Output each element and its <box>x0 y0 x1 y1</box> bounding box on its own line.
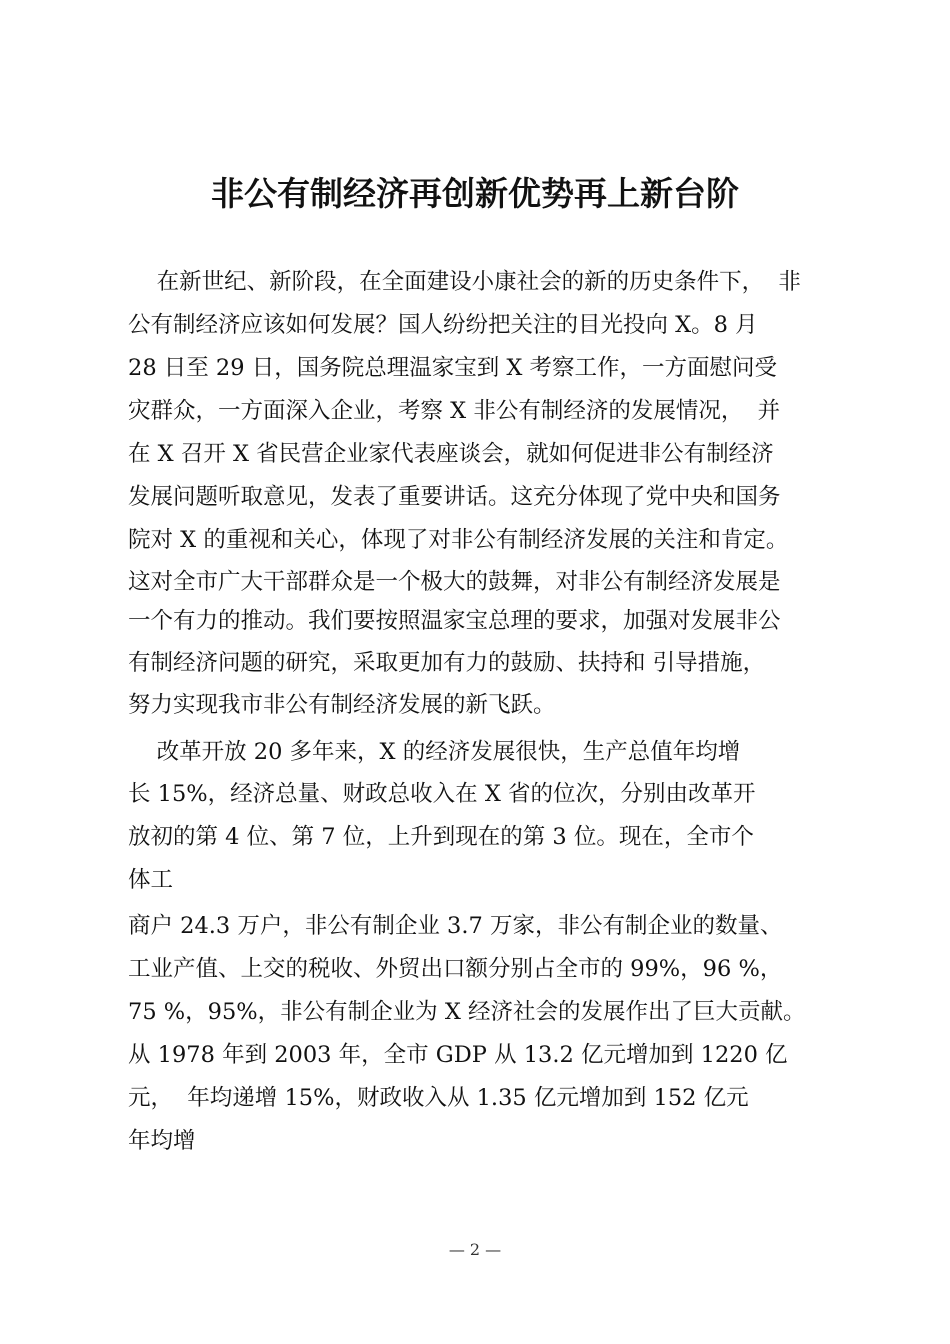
page-number: — 2 — <box>448 1240 502 1259</box>
text-line: 在 X 召开 X 省民营企业家代表座谈会，就如何促进非公有制经济 <box>128 441 774 467</box>
text-line: 工业产值、上交的税收、外贸出口额分别占全市的 99%，96 %， <box>128 956 783 982</box>
text-line: 有制经济问题的研究，采取更加有力的鼓励、扶持和 引导措施， <box>128 650 766 676</box>
text-line: 在新世纪、新阶段，在全面建设小康社会的新的历史条件下， 非 <box>128 269 801 295</box>
text-line: 75 %，95%，非公有制企业为 X 经济社会的发展作出了巨大贡献。 <box>128 999 806 1025</box>
text-line: 努力实现我市非公有制经济发展的新飞跃。 <box>128 692 556 718</box>
text-line: 改革开放 20 多年来，X 的经济发展很快，生产总值年均增 <box>128 739 741 765</box>
text-line: 从 1978 年到 2003 年，全市 GDP 从 13.2 亿元增加到 1220 亿 <box>128 1042 788 1068</box>
text-line: 院对 X 的重视和关心，体现了对非公有制经济发展的关注和肯定。 <box>128 527 789 553</box>
text-line: 公有制经济应该如何发展？国人纷纷把关注的目光投向 X。8 月 <box>128 312 758 338</box>
document-title: 非公有制经济再创新优势再上新台阶 <box>211 174 739 213</box>
text-line: 放初的第 4 位、第 7 位，上升到现在的第 3 位。现在，全市个 <box>128 824 754 850</box>
text-line: 28 日至 29 日，国务院总理温家宝到 X 考察工作，一方面慰问受 <box>128 355 778 381</box>
text-line: 体工 <box>128 867 174 893</box>
text-line: 灾群众，一方面深入企业，考察 X 非公有制经济的发展情况， 并 <box>128 398 781 424</box>
text-line: 这对全市广大干部群众是一个极大的鼓舞，对非公有制经济发展是 <box>128 569 781 595</box>
text-line: 发展问题听取意见，发表了重要讲话。这充分体现了党中央和国务 <box>128 484 781 510</box>
text-line: 元， 年均递增 15%，财政收入从 1.35 亿元增加到 152 亿元 <box>128 1085 749 1111</box>
text-line: 年均增 <box>128 1128 196 1154</box>
text-line: 长 15%，经济总量、财政总收入在 X 省的位次，分别由改革开 <box>128 781 756 807</box>
text-line: 商户 24.3 万户，非公有制企业 3.7 万家，非公有制企业的数量、 <box>128 913 783 939</box>
text-line: 一个有力的推动。我们要按照温家宝总理的要求，加强对发展非公 <box>128 608 781 634</box>
